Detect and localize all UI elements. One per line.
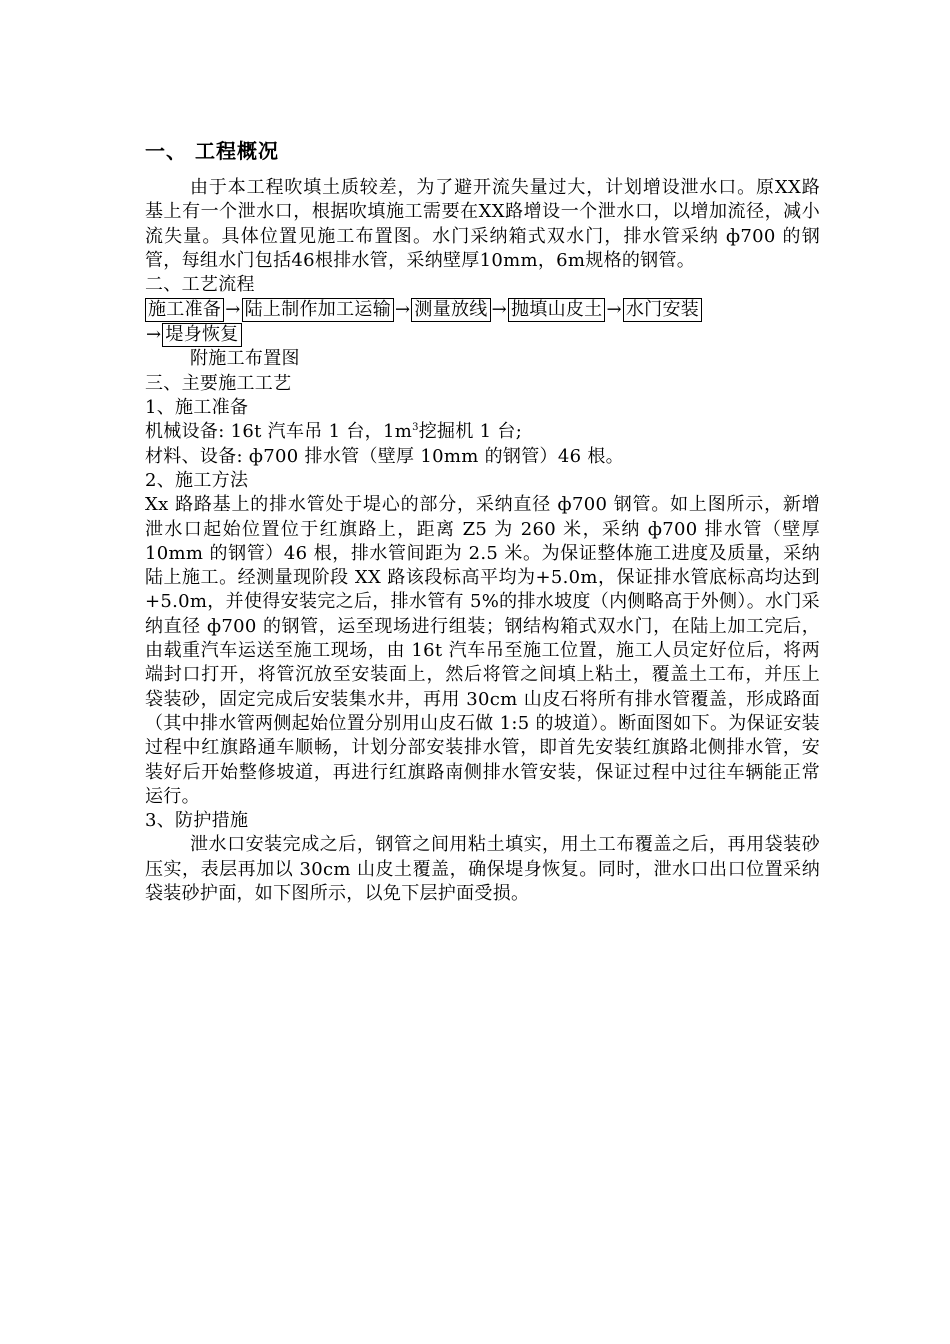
flow-step: 施工准备 (145, 298, 224, 322)
flow-arrow: → (606, 299, 622, 321)
subheading-protection: 3、防护措施 (145, 810, 249, 832)
flow-step: 陆上制作加工运输 (242, 298, 394, 322)
flow-step: 水门安装 (623, 298, 702, 322)
equipment-line (145, 420, 820, 444)
protection-paragraph: 泄水口安装完成之后，钢管之间用粘土填实，用土工布覆盖之后，再用袋装砂压实，表层再加以 30cm 山皮土覆盖，确保堤身恢复。同时，泄水口出口位置采纳袋装砂护面，如下图所示，以免下层护面受损。 (145, 834, 820, 905)
section-heading-techniques: 三、主要施工工艺 (145, 372, 292, 394)
subheading-preparation: 1、施工准备 (145, 397, 249, 419)
subheading-method: 2、施工方法 (145, 469, 249, 491)
section-heading-overview: 一、 工程概况 (145, 139, 279, 163)
section-heading-process: 二、工艺流程 (145, 274, 255, 296)
overview-paragraph: 由于本工程吹填土质较差，为了避开流失量过大，计划增设泄水口。原XX路基上有一个泄水口，根据吹填施工需要在XX路增设一个泄水口，以增加流径，减小流失量。具体位置见施工布置图。水门采纳箱式双水门，排水管采纳 ф700 的钢管，每组水门包括46根排水管，采纳壁厚10mm，6m规格的钢管。 (145, 177, 820, 271)
equipment-text-end: 挖掘机 1 台; (418, 421, 523, 443)
method-paragraph: Xx 路路基上的排水管处于堤心的部分，采纳直径 ф700 钢管。如上图所示，新增泄水口起始位置位于红旗路上，距离 Z5 为 260 米，采纳 ф700 排水管（壁厚 10mm 的钢管）46 根，排水管间距为 2.5 米。为保证整体施工进度及质量，采纳陆上施工。经测量现阶段 XX 路该段标高平均为+5.0m，保证排水管底标高均达到+5.0m，并使得安装完之后，排水管有 5%的排水坡度（内侧略高于外侧）。水门采纳直径 ф700 的钢管，运至现场进行组装；钢结构箱式双水门，在陆上加工完后，由载重汽车运送至施工现场，由 16t 汽车吊至施工位置，施工人员定好位后，将两端封口打开，将管沉放至安装面上，然后将管之间填上粘土，覆盖土工布，并压上袋装砂，固定完成后安装集水井，再用 30cm 山皮石将所有排水管覆盖，形成路面（其中排水管两侧起始位置分别用山皮石做 1:5 的坡道）。断面图如下。为保证安装过程中红旗路通车顺畅，计划分部安装排水管，即首先安装红旗路北侧排水管，安装好后开始整修坡道，再进行红旗路南侧排水管安装，保证过程中过往车辆能正常运行。 (145, 494, 820, 807)
materials-line: 材料、设备: ф700 排水管（壁厚 10mm 的钢管）46 根。 (145, 445, 624, 467)
equipment-text: 机械设备: 16t 汽车吊 1 台，1m (145, 421, 413, 443)
process-flow (145, 297, 820, 347)
flow-arrow: → (395, 299, 411, 321)
flow-arrow: → (491, 299, 507, 321)
flow-step: 测量放线 (411, 298, 490, 322)
figure-caption: 附施工布置图 (190, 348, 300, 370)
flow-step: 堤身恢复 (162, 323, 241, 347)
document-page (145, 138, 820, 906)
flow-arrow: → (225, 299, 241, 321)
flow-arrow: → (146, 324, 162, 346)
unit-superscript: 3 (412, 422, 419, 434)
flow-step: 抛填山皮土 (508, 298, 606, 322)
